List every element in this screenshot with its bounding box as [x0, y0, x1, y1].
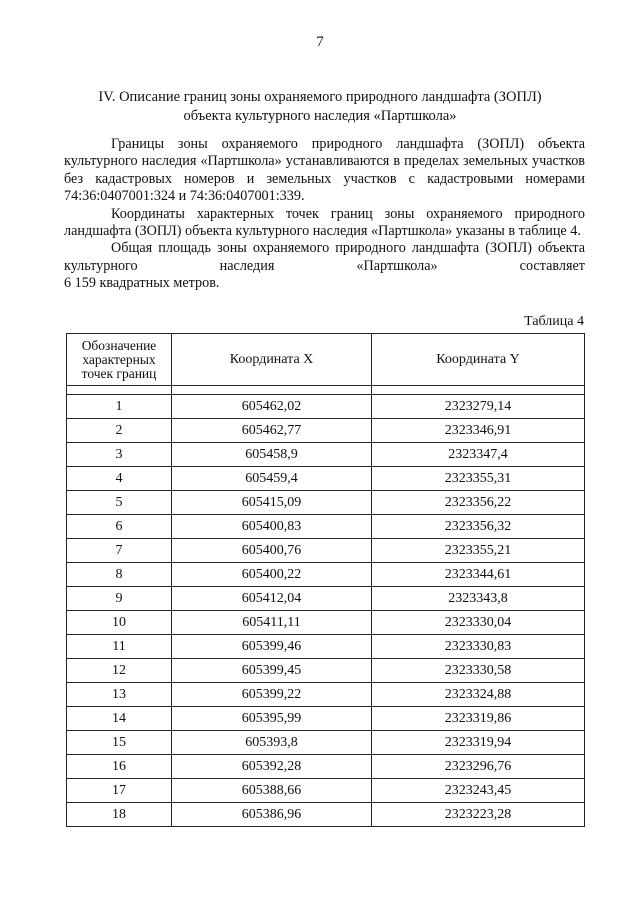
header-point-designation: Обозначение характерных точек границ — [67, 334, 172, 386]
table-row — [67, 419, 585, 443]
cell-coordinate-y: 2323223,28 — [372, 803, 585, 827]
table-header-row — [67, 334, 585, 386]
spacer-cell — [372, 386, 585, 395]
cell-coordinate-x: 605415,09 — [172, 491, 372, 515]
cell-coordinate-y: 2323324,88 — [372, 683, 585, 707]
cell-point-number: 9 — [67, 587, 172, 611]
header-coordinate-x: Координата X — [172, 334, 372, 386]
cell-point-number: 11 — [67, 635, 172, 659]
table-row — [67, 395, 585, 419]
table-row — [67, 803, 585, 827]
table-row — [67, 635, 585, 659]
table-row — [67, 659, 585, 683]
cell-point-number: 6 — [67, 515, 172, 539]
cell-coordinate-x: 605459,4 — [172, 467, 372, 491]
paragraph-total-area: Общая площадь зоны охраняемого природного ландшафта (ЗОПЛ) объекта культурного наследия «Партшкола» составляет — [64, 240, 585, 274]
cell-point-number: 10 — [67, 611, 172, 635]
cell-coordinate-x: 605462,02 — [172, 395, 372, 419]
cell-coordinate-y: 2323346,91 — [372, 419, 585, 443]
body-text — [64, 136, 585, 293]
cell-coordinate-y: 2323330,04 — [372, 611, 585, 635]
table-row — [67, 515, 585, 539]
cell-coordinate-y: 2323347,4 — [372, 443, 585, 467]
cell-coordinate-x: 605412,04 — [172, 587, 372, 611]
cell-coordinate-x: 605462,77 — [172, 419, 372, 443]
cell-coordinate-y: 2323319,86 — [372, 707, 585, 731]
spacer-cell — [172, 386, 372, 395]
table-row — [67, 779, 585, 803]
table-row — [67, 683, 585, 707]
cell-coordinate-x: 605411,11 — [172, 611, 372, 635]
cell-coordinate-x: 605399,46 — [172, 635, 372, 659]
table-row — [67, 611, 585, 635]
cell-coordinate-x: 605399,45 — [172, 659, 372, 683]
paragraph-coordinates-reference: Координаты характерных точек границ зоны охраняемого природного ландшафта (ЗОПЛ) объекта культурного наследия «Партшкола» указаны в таблице 4. — [64, 205, 585, 240]
cell-point-number: 2 — [67, 419, 172, 443]
table-row — [67, 731, 585, 755]
table-row — [67, 491, 585, 515]
cell-coordinate-y: 2323356,22 — [372, 491, 585, 515]
cell-coordinate-x: 605458,9 — [172, 443, 372, 467]
cell-coordinate-x: 605400,76 — [172, 539, 372, 563]
cell-coordinate-y: 2323330,58 — [372, 659, 585, 683]
cell-point-number: 1 — [67, 395, 172, 419]
section-title — [60, 88, 580, 126]
cell-point-number: 14 — [67, 707, 172, 731]
cell-coordinate-y: 2323279,14 — [372, 395, 585, 419]
page-number: 7 — [316, 34, 324, 50]
cell-point-number: 12 — [67, 659, 172, 683]
table-spacer-row — [67, 386, 585, 395]
coordinates-table — [66, 333, 585, 827]
table-row — [67, 755, 585, 779]
paragraph-total-area-value: 6 159 квадратных метров. — [64, 275, 220, 292]
cell-coordinate-y: 2323330,83 — [372, 635, 585, 659]
cell-coordinate-x: 605388,66 — [172, 779, 372, 803]
cell-coordinate-x: 605393,8 — [172, 731, 372, 755]
cell-coordinate-x: 605399,22 — [172, 683, 372, 707]
cell-point-number: 8 — [67, 563, 172, 587]
cell-coordinate-x: 605386,96 — [172, 803, 372, 827]
header-coordinate-y: Координата Y — [372, 334, 585, 386]
cell-point-number: 18 — [67, 803, 172, 827]
table-row — [67, 587, 585, 611]
cell-coordinate-y: 2323356,32 — [372, 515, 585, 539]
cell-coordinate-x: 605392,28 — [172, 755, 372, 779]
table-row — [67, 563, 585, 587]
cell-coordinate-y: 2323343,8 — [372, 587, 585, 611]
table-row — [67, 539, 585, 563]
cell-point-number: 15 — [67, 731, 172, 755]
cell-point-number: 16 — [67, 755, 172, 779]
cell-coordinate-y: 2323296,76 — [372, 755, 585, 779]
paragraph-boundaries: Границы зоны охраняемого природного ландшафта (ЗОПЛ) объекта культурного наследия «Партшкола» устанавливаются в пределах земельных участков без кадастровых номеров и земельных участков с кадастровыми номерами 74:36:0407001:324 и 74:36:0407001:339. — [64, 136, 585, 205]
cell-point-number: 7 — [67, 539, 172, 563]
cell-point-number: 17 — [67, 779, 172, 803]
spacer-cell — [67, 386, 172, 395]
section-title-line-1: IV. Описание границ зоны охраняемого природного ландшафта (ЗОПЛ) — [98, 89, 542, 105]
cell-coordinate-x: 605395,99 — [172, 707, 372, 731]
cell-coordinate-y: 2323355,21 — [372, 539, 585, 563]
cell-coordinate-y: 2323355,31 — [372, 467, 585, 491]
cell-coordinate-x: 605400,83 — [172, 515, 372, 539]
cell-point-number: 4 — [67, 467, 172, 491]
table-row — [67, 707, 585, 731]
cell-point-number: 3 — [67, 443, 172, 467]
cell-coordinate-y: 2323319,94 — [372, 731, 585, 755]
section-title-line-2: объекта культурного наследия «Партшкола» — [183, 108, 457, 124]
table-row — [67, 467, 585, 491]
coordinates-table-body — [67, 386, 585, 827]
cell-coordinate-y: 2323344,61 — [372, 563, 585, 587]
cell-coordinate-x: 605400,22 — [172, 563, 372, 587]
cell-point-number: 5 — [67, 491, 172, 515]
table-caption: Таблица 4 — [524, 314, 584, 329]
table-row — [67, 443, 585, 467]
cell-coordinate-y: 2323243,45 — [372, 779, 585, 803]
cell-point-number: 13 — [67, 683, 172, 707]
